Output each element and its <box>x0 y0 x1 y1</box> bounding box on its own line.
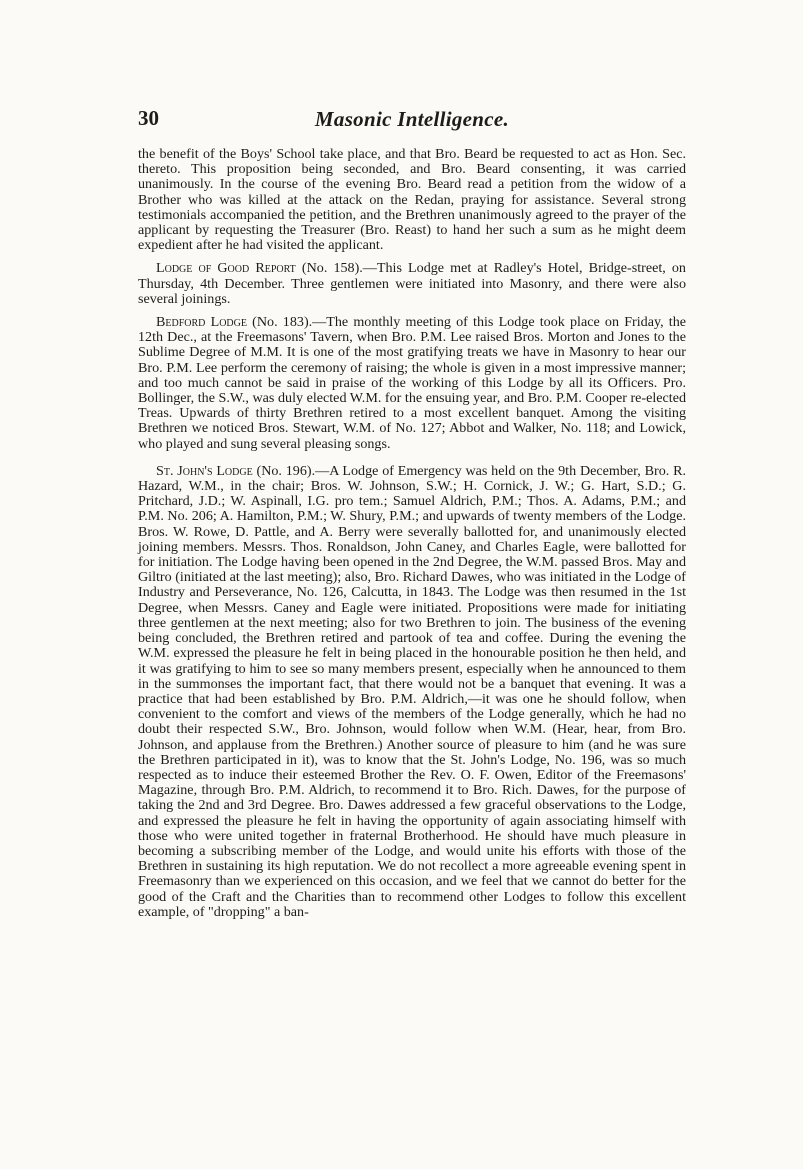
paragraph-lead: Bedford Lodge <box>156 314 247 331</box>
paragraph-st-johns-lodge <box>138 464 686 920</box>
page-number: 30 <box>138 106 159 130</box>
paragraph-text: (No. 183).—The monthly meeting of this Lodge took place on Friday, the 12th Dec., at the Freemasons' Tavern, when Bro. P.M. Lee raised Bros. Morton and Jones to the Sublime Degree of M.M. It is one of the most gratifying treats we have in Masonry to hear our Bro. P.M. Lee perform the ceremony of raising; the whole is given in a most impressive manner; and too much cannot be said in praise of the working of this Lodge by all its Officers. Pro. Bollinger, the S.W., was duly elected W.M. for the ensuing year, and Bro. P.M. Cooper re-elected Treas. Upwards of thirty Brethren retired to a most excellent banquet. Among the visiting Brethren we noticed Bros. Stewart, W.M. of No. 127; Abbot and Walker, No. 118; and Lowick, who played and sung several pleasing songs. <box>138 314 687 452</box>
paragraph-bedford-lodge <box>138 315 686 452</box>
running-title: Masonic Intelligence. <box>314 107 510 131</box>
paragraph-lead: St. John's Lodge <box>156 462 253 479</box>
paragraph-lodge-of-good-report <box>138 261 686 307</box>
paragraph-text: (No. 158).—This Lodge met at Radley's Hotel, Bridge-street, on Thursday, 4th December. Three gentlemen were initiated into Masonry, and there were also several joinings. <box>138 260 686 307</box>
paragraph-lead: Lodge of Good Report <box>156 260 296 277</box>
article-body <box>138 147 686 928</box>
paragraph-text: (No. 196).—A Lodge of Emergency was held on the 9th December, Bro. R. Hazard, W.M., in the chair; Bros. W. Johnson, S.W.; H. Cornick, J. W.; G. Hart, S.D.; G. Pritchard, J.D.; W. Aspinall, I.G. pro tem.; Samuel Aldrich, P.M.; Thos. A. Adams, P.M.; and P.M. No. 206; A. Hamilton, P.M.; W. Shury, P.M.; and upwards of twenty members of the Lodge. Bros. W. Rowe, D. Pattle, and A. Berry were severally ballotted for, and unanimously elected joining members. Messrs. Thos. Ronaldson, John Caney, and Charles Eagle, were ballotted for for initiation. The Lodge having been opened in the 2nd Degree, the W.M. passed Bros. May and Giltro (initiated at the last meeting); also, Bro. Richard Dawes, who was initiated in the Lodge of Industry and Perseverance, No. 126, Calcutta, in 1843. The Lodge was then resumed in the 1st Degree, when Messrs. Caney and Eagle were initiated. Propositions were made for initiating three gentlemen at the next meeting; also for two Brethren to join. The business of the evening being concluded, the Brethren retired and partook of tea and coffee. During the evening the W.M. expressed the pleasure he felt in being placed in the honourable position he then held, and it was gratifying to him to see so many members present, especially when he announced to them in the summonses the important fact, that there would not be a banquet that evening. It was a practice that had been established by Bro. P.M. Aldrich,—it was one he should follow, when convenient to the comfort and views of the members of the Lodge generally, which he had no doubt their respected S.W., Bro. Johnson, would follow when W.M. (Hear, hear, from Bro. Johnson, and applause from the Brethren.) Another source of pleasure to him (and he was sure the Brethren participated in it), was to know that the St. John's Lodge, No. 196, was so much respected as to induce their esteemed Brother the Rev. O. F. Owen, Editor of the Freemasons' Magazine, through Bro. P.M. Aldrich, to recommend it to Bro. Rich. Dawes, for the purpose of taking the 2nd and 3rd Degree. Bro. Dawes addressed a few graceful observations to the Lodge, and expressed the pleasure he felt in having the opportunity of again associating himself with those who were united together in fraternal Brotherhood. He should have much pleasure in becoming a subscribing member of the Lodge, and would unite his efforts with those of the Brethren in sustaining its high reputation. We do not recollect a more agreeable evening spent in Freemasonry than we experienced on this occasion, and we feel that we cannot do better for the good of the Craft and the Charities than to recommend other Lodges to follow this excellent example, of "dropping" a ban- <box>138 462 686 920</box>
paragraph-boys-school <box>138 147 686 253</box>
paragraph-text: the benefit of the Boys' School take place, and that Bro. Beard be requested to act as Hon. Sec. thereto. This proposition being seconded, and Bro. Beard consenting, it was carried unanimously. In the course of the evening Bro. Beard read a petition from the widow of a Brother who was killed at the attack on the Redan, praying for assistance. Several strong testimonials accompanied the petition, and the Brethren unanimously agreed to the prayer of the applicant by requesting the Treasurer (Bro. Reast) to hand her such a sum as he might deem expedient after he had visited the applicant. <box>138 146 686 254</box>
page-header <box>138 106 686 138</box>
